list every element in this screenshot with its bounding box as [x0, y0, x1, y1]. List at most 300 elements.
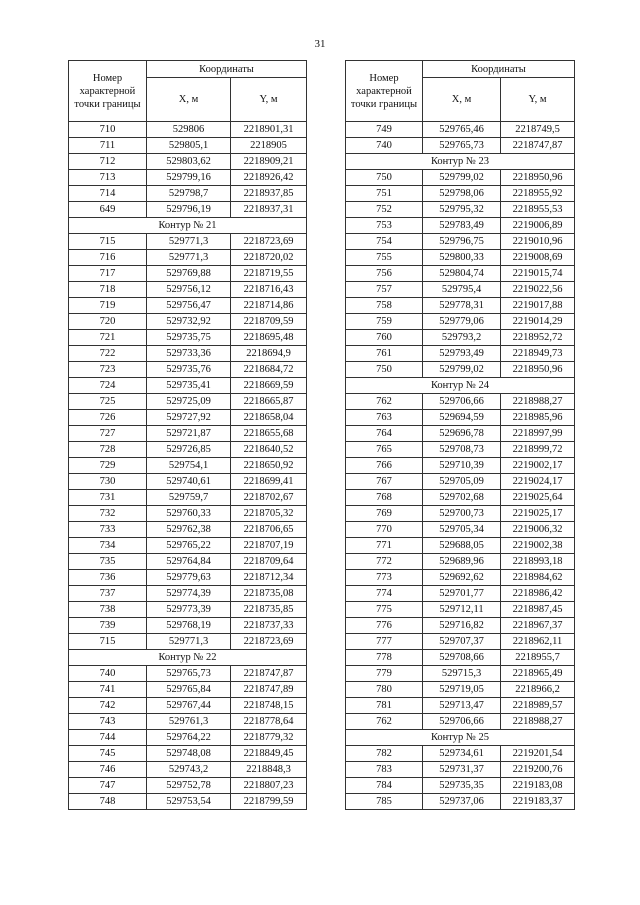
point-number-cell: 762	[346, 394, 423, 410]
table-row	[69, 730, 307, 746]
table-row	[69, 602, 307, 618]
table-row	[69, 506, 307, 522]
point-number-cell: 762	[346, 714, 423, 730]
table-row	[346, 186, 575, 202]
table-row	[346, 682, 575, 698]
table-row	[69, 314, 307, 330]
x-coordinate-cell: 529708,66	[423, 650, 501, 666]
x-coordinate-cell: 529748,08	[147, 746, 231, 762]
y-coordinate-cell: 2218965,49	[501, 666, 575, 682]
x-coordinate-cell: 529765,84	[147, 682, 231, 698]
table-row	[69, 778, 307, 794]
table-row	[69, 570, 307, 586]
y-coordinate-cell: 2219015,74	[501, 266, 575, 282]
x-coordinate-cell: 529798,06	[423, 186, 501, 202]
table-row	[346, 522, 575, 538]
point-number-cell: 769	[346, 506, 423, 522]
y-coordinate-cell: 2219025,17	[501, 506, 575, 522]
x-coordinate-cell: 529779,63	[147, 570, 231, 586]
y-coordinate-cell: 2218695,48	[231, 330, 307, 346]
table-row	[346, 298, 575, 314]
table-row	[69, 698, 307, 714]
x-coordinate-cell: 529702,68	[423, 490, 501, 506]
y-coordinate-cell: 2218984,62	[501, 570, 575, 586]
point-number-cell: 715	[69, 234, 147, 250]
y-coordinate-cell: 2218694,9	[231, 346, 307, 362]
y-coordinate-cell: 2218655,68	[231, 426, 307, 442]
header-point-number: Номер характерной точки границы	[346, 61, 423, 122]
x-coordinate-cell: 529793,2	[423, 330, 501, 346]
contour-label: Контур № 21	[69, 218, 307, 234]
x-coordinate-cell: 529705,09	[423, 474, 501, 490]
point-number-cell: 741	[69, 682, 147, 698]
point-number-cell: 717	[69, 266, 147, 282]
point-number-cell: 738	[69, 602, 147, 618]
table-row	[346, 698, 575, 714]
point-number-cell: 763	[346, 410, 423, 426]
x-coordinate-cell: 529689,96	[423, 554, 501, 570]
y-coordinate-cell: 2218988,27	[501, 394, 575, 410]
table-row	[346, 618, 575, 634]
table-row	[69, 522, 307, 538]
point-number-cell: 722	[69, 346, 147, 362]
table-row	[346, 746, 575, 762]
point-number-cell: 781	[346, 698, 423, 714]
y-coordinate-cell: 2218909,21	[231, 154, 307, 170]
table-row	[69, 794, 307, 810]
y-coordinate-cell: 2218748,15	[231, 698, 307, 714]
x-coordinate-cell: 529719,05	[423, 682, 501, 698]
table-row	[69, 346, 307, 362]
point-number-cell: 730	[69, 474, 147, 490]
x-coordinate-cell: 529692,62	[423, 570, 501, 586]
x-coordinate-cell: 529768,19	[147, 618, 231, 634]
x-coordinate-cell: 529765,73	[423, 138, 501, 154]
y-coordinate-cell: 2218714,86	[231, 298, 307, 314]
x-coordinate-cell: 529804,74	[423, 266, 501, 282]
y-coordinate-cell: 2218699,41	[231, 474, 307, 490]
y-coordinate-cell: 2218950,96	[501, 170, 575, 186]
y-coordinate-cell: 2219010,96	[501, 234, 575, 250]
y-coordinate-cell: 2218720,02	[231, 250, 307, 266]
table-row	[346, 234, 575, 250]
y-coordinate-cell: 2218702,67	[231, 490, 307, 506]
point-number-cell: 746	[69, 762, 147, 778]
x-coordinate-cell: 529793,49	[423, 346, 501, 362]
point-number-cell: 742	[69, 698, 147, 714]
x-coordinate-cell: 529806	[147, 122, 231, 138]
x-coordinate-cell: 529803,62	[147, 154, 231, 170]
y-coordinate-cell: 2219025,64	[501, 490, 575, 506]
y-coordinate-cell: 2219183,08	[501, 778, 575, 794]
table-row	[346, 362, 575, 378]
y-coordinate-cell: 2219006,89	[501, 218, 575, 234]
point-number-cell: 716	[69, 250, 147, 266]
x-coordinate-cell: 529725,09	[147, 394, 231, 410]
y-coordinate-cell: 2218712,34	[231, 570, 307, 586]
y-coordinate-cell: 2218985,96	[501, 410, 575, 426]
point-number-cell: 750	[346, 362, 423, 378]
point-number-cell: 714	[69, 186, 147, 202]
point-number-cell: 777	[346, 634, 423, 650]
table-row	[69, 426, 307, 442]
x-coordinate-cell: 529771,3	[147, 234, 231, 250]
table-row	[69, 154, 307, 170]
y-coordinate-cell: 2218967,37	[501, 618, 575, 634]
x-coordinate-cell: 529706,66	[423, 394, 501, 410]
point-number-cell: 745	[69, 746, 147, 762]
x-coordinate-cell: 529800,33	[423, 250, 501, 266]
x-coordinate-cell: 529688,05	[423, 538, 501, 554]
point-number-cell: 721	[69, 330, 147, 346]
x-coordinate-cell: 529799,16	[147, 170, 231, 186]
y-coordinate-cell: 2218926,42	[231, 170, 307, 186]
table-row	[346, 458, 575, 474]
point-number-cell: 649	[69, 202, 147, 218]
table-row	[69, 618, 307, 634]
x-coordinate-cell: 529769,88	[147, 266, 231, 282]
table-row	[69, 362, 307, 378]
table-row	[346, 410, 575, 426]
x-coordinate-cell: 529696,78	[423, 426, 501, 442]
header-x: X, м	[147, 78, 231, 122]
y-coordinate-cell: 2218987,45	[501, 602, 575, 618]
table-row	[69, 394, 307, 410]
y-coordinate-cell: 2218993,18	[501, 554, 575, 570]
y-coordinate-cell: 2218665,87	[231, 394, 307, 410]
x-coordinate-cell: 529715,3	[423, 666, 501, 682]
y-coordinate-cell: 2218849,45	[231, 746, 307, 762]
y-coordinate-cell: 2219006,32	[501, 522, 575, 538]
x-coordinate-cell: 529771,3	[147, 250, 231, 266]
table-row	[69, 138, 307, 154]
point-number-cell: 744	[69, 730, 147, 746]
y-coordinate-cell: 2218937,31	[231, 202, 307, 218]
x-coordinate-cell: 529799,02	[423, 170, 501, 186]
point-number-cell: 753	[346, 218, 423, 234]
y-coordinate-cell: 2218684,72	[231, 362, 307, 378]
point-number-cell: 750	[346, 170, 423, 186]
x-coordinate-cell: 529716,82	[423, 618, 501, 634]
table-row	[69, 538, 307, 554]
y-coordinate-cell: 2218799,59	[231, 794, 307, 810]
point-number-cell: 713	[69, 170, 147, 186]
x-coordinate-cell: 529756,12	[147, 282, 231, 298]
point-number-cell: 735	[69, 554, 147, 570]
table-row	[69, 186, 307, 202]
x-coordinate-cell: 529765,22	[147, 538, 231, 554]
table-row	[346, 442, 575, 458]
table-row	[346, 634, 575, 650]
y-coordinate-cell: 2218988,27	[501, 714, 575, 730]
y-coordinate-cell: 2218778,64	[231, 714, 307, 730]
x-coordinate-cell: 529713,47	[423, 698, 501, 714]
x-coordinate-cell: 529732,92	[147, 314, 231, 330]
table-row	[69, 634, 307, 650]
point-number-cell: 761	[346, 346, 423, 362]
point-number-cell: 729	[69, 458, 147, 474]
point-number-cell: 758	[346, 298, 423, 314]
table-row	[346, 570, 575, 586]
table-row	[346, 586, 575, 602]
table-row	[69, 170, 307, 186]
table-row	[69, 202, 307, 218]
y-coordinate-cell: 2218737,33	[231, 618, 307, 634]
contour-header-row	[346, 730, 575, 746]
x-coordinate-cell: 529694,59	[423, 410, 501, 426]
y-coordinate-cell: 2219022,56	[501, 282, 575, 298]
y-coordinate-cell: 2218999,72	[501, 442, 575, 458]
x-coordinate-cell: 529798,7	[147, 186, 231, 202]
table-row	[69, 554, 307, 570]
table-row	[346, 346, 575, 362]
y-coordinate-cell: 2218705,32	[231, 506, 307, 522]
y-coordinate-cell: 2219200,76	[501, 762, 575, 778]
x-coordinate-cell: 529765,46	[423, 122, 501, 138]
y-coordinate-cell: 2218707,19	[231, 538, 307, 554]
y-coordinate-cell: 2219002,38	[501, 538, 575, 554]
point-number-cell: 737	[69, 586, 147, 602]
y-coordinate-cell: 2219002,17	[501, 458, 575, 474]
point-number-cell: 732	[69, 506, 147, 522]
point-number-cell: 756	[346, 266, 423, 282]
table-row	[69, 250, 307, 266]
x-coordinate-cell: 529735,41	[147, 378, 231, 394]
y-coordinate-cell: 2218719,55	[231, 266, 307, 282]
contour-label: Контур № 23	[346, 154, 575, 170]
x-coordinate-cell: 529796,19	[147, 202, 231, 218]
y-coordinate-cell: 2218747,87	[231, 666, 307, 682]
point-number-cell: 727	[69, 426, 147, 442]
table-row	[346, 778, 575, 794]
y-coordinate-cell: 2218997,99	[501, 426, 575, 442]
point-number-cell: 760	[346, 330, 423, 346]
table-row	[69, 474, 307, 490]
point-number-cell: 766	[346, 458, 423, 474]
x-coordinate-cell: 529795,4	[423, 282, 501, 298]
y-coordinate-cell: 2218989,57	[501, 698, 575, 714]
y-coordinate-cell: 2218955,7	[501, 650, 575, 666]
x-coordinate-cell: 529783,49	[423, 218, 501, 234]
table-row	[69, 378, 307, 394]
x-coordinate-cell: 529733,36	[147, 346, 231, 362]
table-row	[69, 666, 307, 682]
page-number: 31	[314, 38, 326, 50]
x-coordinate-cell: 529765,73	[147, 666, 231, 682]
y-coordinate-cell: 2218950,96	[501, 362, 575, 378]
table-row	[69, 746, 307, 762]
table-row	[69, 458, 307, 474]
table-row	[69, 490, 307, 506]
y-coordinate-cell: 2218962,11	[501, 634, 575, 650]
x-coordinate-cell: 529771,3	[147, 634, 231, 650]
y-coordinate-cell: 2219201,54	[501, 746, 575, 762]
table-row	[346, 650, 575, 666]
x-coordinate-cell: 529726,85	[147, 442, 231, 458]
header-x: X, м	[423, 78, 501, 122]
y-coordinate-cell: 2218986,42	[501, 586, 575, 602]
x-coordinate-cell: 529743,2	[147, 762, 231, 778]
x-coordinate-cell: 529799,02	[423, 362, 501, 378]
point-number-cell: 740	[346, 138, 423, 154]
table-row	[346, 202, 575, 218]
point-number-cell: 757	[346, 282, 423, 298]
contour-label: Контур № 22	[69, 650, 307, 666]
point-number-cell: 712	[69, 154, 147, 170]
y-coordinate-cell: 2218966,2	[501, 682, 575, 698]
point-number-cell: 739	[69, 618, 147, 634]
point-number-cell: 785	[346, 794, 423, 810]
y-coordinate-cell: 2218723,69	[231, 234, 307, 250]
point-number-cell: 728	[69, 442, 147, 458]
point-number-cell: 718	[69, 282, 147, 298]
y-coordinate-cell: 2218901,31	[231, 122, 307, 138]
y-coordinate-cell: 2218723,69	[231, 634, 307, 650]
table-row	[69, 442, 307, 458]
point-number-cell: 771	[346, 538, 423, 554]
point-number-cell: 776	[346, 618, 423, 634]
y-coordinate-cell: 2218640,52	[231, 442, 307, 458]
point-number-cell: 747	[69, 778, 147, 794]
contour-header-row	[69, 218, 307, 234]
table-row	[346, 506, 575, 522]
x-coordinate-cell: 529773,39	[147, 602, 231, 618]
x-coordinate-cell: 529734,61	[423, 746, 501, 762]
x-coordinate-cell: 529740,61	[147, 474, 231, 490]
point-number-cell: 773	[346, 570, 423, 586]
point-number-cell: 755	[346, 250, 423, 266]
point-number-cell: 784	[346, 778, 423, 794]
table-row	[346, 474, 575, 490]
point-number-cell: 752	[346, 202, 423, 218]
table-row	[69, 298, 307, 314]
point-number-cell: 719	[69, 298, 147, 314]
table-row	[69, 682, 307, 698]
table-row	[346, 554, 575, 570]
y-coordinate-cell: 2218955,92	[501, 186, 575, 202]
y-coordinate-cell: 2218955,53	[501, 202, 575, 218]
y-coordinate-cell: 2218747,89	[231, 682, 307, 698]
y-coordinate-cell: 2218709,64	[231, 554, 307, 570]
point-number-cell: 749	[346, 122, 423, 138]
point-number-cell: 751	[346, 186, 423, 202]
table-row	[346, 138, 575, 154]
y-coordinate-cell: 2218747,87	[501, 138, 575, 154]
x-coordinate-cell: 529710,39	[423, 458, 501, 474]
x-coordinate-cell: 529754,1	[147, 458, 231, 474]
table-row	[346, 394, 575, 410]
x-coordinate-cell: 529762,38	[147, 522, 231, 538]
x-coordinate-cell: 529700,73	[423, 506, 501, 522]
x-coordinate-cell: 529727,92	[147, 410, 231, 426]
table-row	[69, 122, 307, 138]
header-coordinates: Координаты	[423, 61, 575, 78]
x-coordinate-cell: 529779,06	[423, 314, 501, 330]
x-coordinate-cell: 529737,06	[423, 794, 501, 810]
contour-header-row	[69, 650, 307, 666]
x-coordinate-cell: 529753,54	[147, 794, 231, 810]
coordinates-table-right	[345, 60, 575, 810]
table-row	[69, 234, 307, 250]
x-coordinate-cell: 529764,22	[147, 730, 231, 746]
y-coordinate-cell: 2218949,73	[501, 346, 575, 362]
x-coordinate-cell: 529759,7	[147, 490, 231, 506]
header-y: Y, м	[231, 78, 307, 122]
point-number-cell: 754	[346, 234, 423, 250]
y-coordinate-cell: 2219008,69	[501, 250, 575, 266]
x-coordinate-cell: 529721,87	[147, 426, 231, 442]
x-coordinate-cell: 529767,44	[147, 698, 231, 714]
contour-header-row	[346, 378, 575, 394]
contour-label: Контур № 24	[346, 378, 575, 394]
point-number-cell: 772	[346, 554, 423, 570]
point-number-cell: 720	[69, 314, 147, 330]
x-coordinate-cell: 529774,39	[147, 586, 231, 602]
x-coordinate-cell: 529778,31	[423, 298, 501, 314]
y-coordinate-cell: 2218749,5	[501, 122, 575, 138]
table-row	[346, 170, 575, 186]
table-row	[346, 794, 575, 810]
table-row	[69, 762, 307, 778]
point-number-cell: 767	[346, 474, 423, 490]
x-coordinate-cell: 529735,35	[423, 778, 501, 794]
table-row	[346, 250, 575, 266]
point-number-cell: 748	[69, 794, 147, 810]
point-number-cell: 715	[69, 634, 147, 650]
table-row	[346, 538, 575, 554]
table-row	[346, 330, 575, 346]
point-number-cell: 780	[346, 682, 423, 698]
x-coordinate-cell: 529760,33	[147, 506, 231, 522]
point-number-cell: 759	[346, 314, 423, 330]
point-number-cell: 734	[69, 538, 147, 554]
table-row	[346, 266, 575, 282]
y-coordinate-cell: 2218706,65	[231, 522, 307, 538]
x-coordinate-cell: 529708,73	[423, 442, 501, 458]
point-number-cell: 724	[69, 378, 147, 394]
point-number-cell: 736	[69, 570, 147, 586]
y-coordinate-cell: 2218669,59	[231, 378, 307, 394]
table-row	[346, 218, 575, 234]
x-coordinate-cell: 529731,37	[423, 762, 501, 778]
point-number-cell: 765	[346, 442, 423, 458]
x-coordinate-cell: 529735,75	[147, 330, 231, 346]
table-row	[346, 602, 575, 618]
y-coordinate-cell: 2218709,59	[231, 314, 307, 330]
x-coordinate-cell: 529712,11	[423, 602, 501, 618]
table-row	[346, 714, 575, 730]
y-coordinate-cell: 2218905	[231, 138, 307, 154]
point-number-cell: 764	[346, 426, 423, 442]
x-coordinate-cell: 529805,1	[147, 138, 231, 154]
point-number-cell: 725	[69, 394, 147, 410]
y-coordinate-cell: 2219014,29	[501, 314, 575, 330]
table-row	[69, 330, 307, 346]
y-coordinate-cell: 2219017,88	[501, 298, 575, 314]
y-coordinate-cell: 2218716,43	[231, 282, 307, 298]
x-coordinate-cell: 529752,78	[147, 778, 231, 794]
point-number-cell: 710	[69, 122, 147, 138]
y-coordinate-cell: 2218952,72	[501, 330, 575, 346]
contour-header-row	[346, 154, 575, 170]
point-number-cell: 733	[69, 522, 147, 538]
table-row	[69, 714, 307, 730]
point-number-cell: 770	[346, 522, 423, 538]
y-coordinate-cell: 2218735,08	[231, 586, 307, 602]
table-row	[346, 666, 575, 682]
x-coordinate-cell: 529796,75	[423, 234, 501, 250]
point-number-cell: 778	[346, 650, 423, 666]
